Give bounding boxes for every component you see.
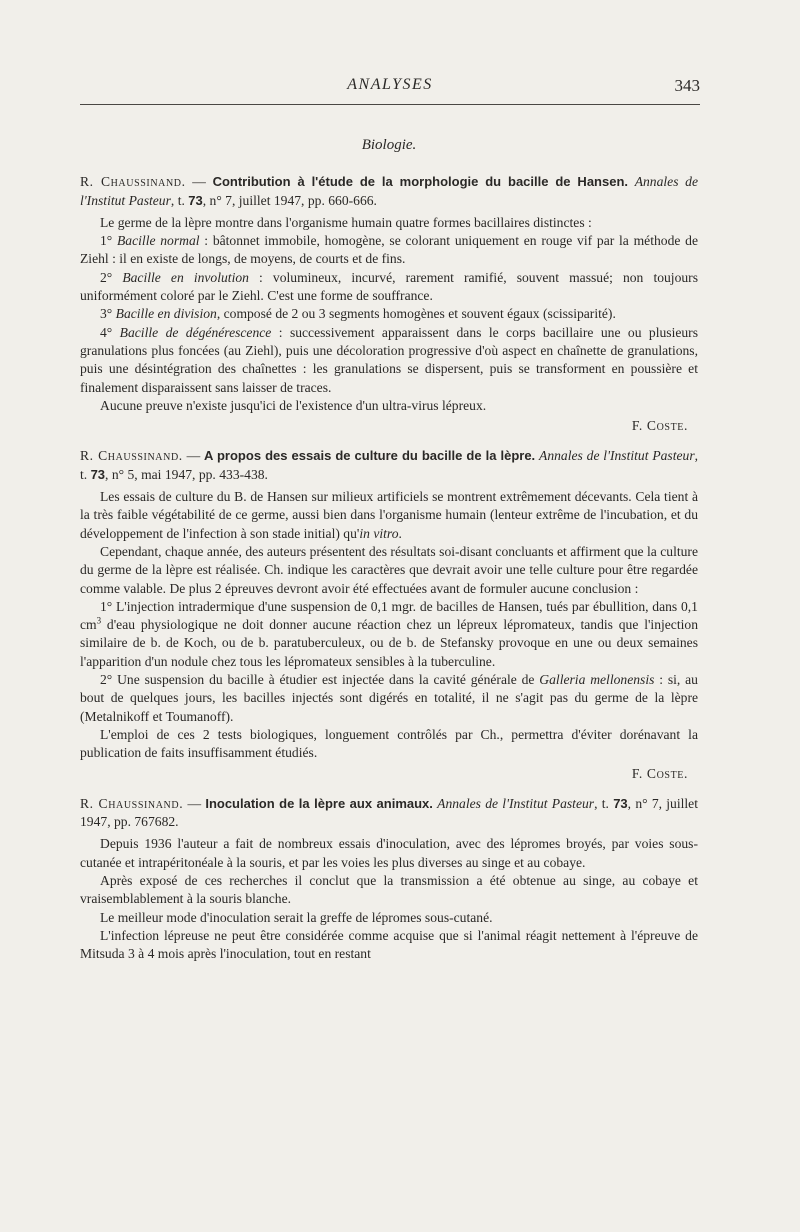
- superscript: 3: [96, 615, 102, 626]
- text: Une suspension du bacille à étudier est injectée dans la cavité générale de: [117, 672, 540, 688]
- text: , composé de 2 ou 3 segments homogènes et souvent égaux (scissiparité).: [216, 306, 616, 322]
- text: Cependant, chaque année, des auteurs présentent des résultats soi-disant concluants et affirment que la culture du germe de la lèpre est réalisée. Ch. indique les caractères que devrait avoir une telle culture pour être regardée comme valable. De plus 2 épreuves devront avoir été effectuées avant de formuler aucune conclusion :: [80, 543, 698, 596]
- volume: 73: [613, 795, 628, 811]
- paragraph: [80, 232, 698, 269]
- text: Aucune preuve n'existe jusqu'ici de l'existence d'un ultra-virus lépreux.: [100, 397, 487, 413]
- article-body: [80, 136, 698, 975]
- paragraph: [80, 927, 698, 964]
- lead: 2°: [100, 672, 118, 688]
- paragraph: [80, 726, 698, 763]
- header-rule: [80, 104, 700, 105]
- journal: Annales de l'Institut Pasteur: [437, 795, 595, 811]
- lead: 2°: [100, 269, 123, 285]
- review-entry: [80, 795, 698, 964]
- dash: —: [183, 795, 206, 811]
- text: Le meilleur mode d'inoculation serait la greffe de lépromes sous-cutané.: [100, 909, 493, 925]
- dash: —: [182, 448, 205, 464]
- ref-pre: , t.: [594, 795, 614, 811]
- paragraph: [80, 909, 698, 927]
- ref-post: , n° 7, juillet 1947, pp. 767682.: [80, 795, 698, 830]
- ref-pre: , t.: [80, 448, 699, 482]
- paragraph: [80, 835, 698, 872]
- paragraph: [80, 488, 698, 543]
- italic-term: Bacille en involution: [122, 269, 249, 285]
- ref-pre: , t.: [170, 192, 189, 208]
- article-title: Inoculation de la lèpre aux animaux.: [205, 795, 433, 811]
- text: Depuis 1936 l'auteur a fait de nombreux essais d'inoculation, avec des lépromes broyés, par voies sous-cutanée et intrapéritonéale à la souris, et par les voies les plus diverses au singe et au cobaye.: [80, 836, 698, 870]
- text: L'injection intradermique d'une suspension de 0,1 mgr. de bacilles de Hansen, tués par ébullition, dans 0,1 cm: [80, 598, 698, 633]
- ref-post: , n° 7, juillet 1947, pp. 660-666.: [202, 192, 377, 208]
- lead: 1°: [100, 598, 116, 614]
- text: : successivement apparaissent dans le corps bacillaire une ou plusieurs granulations plus foncées (au Ziehl), puis une décoloration progressive d'où aspect en chaînette de granulations, puis une désintégration des chaînettes : les granulations se dispersent, puis se transforment en poussière et finalement disparaissent sans laisser de traces.: [80, 324, 698, 395]
- running-title: ANALYSES: [347, 76, 433, 93]
- text: L'emploi de ces 2 tests biologiques, longuement contrôlés par Ch., permettra d'éviter dorénavant la publication de faits insuffisamment étudiés.: [80, 726, 698, 761]
- text: L'infection lépreuse ne peut être considérée comme acquise que si l'animal réagit nettement à l'épreuve de Mitsuda 3 à 4 mois après l'inoculation, tout en restant: [80, 927, 698, 962]
- section-title: Biologie.: [361, 137, 417, 153]
- italic-term: Galleria mellonensis: [539, 672, 655, 688]
- citation: [80, 173, 698, 210]
- volume: 73: [188, 192, 203, 208]
- author: R. Chaussinand.: [80, 448, 183, 464]
- article-title: A propos des essais de culture du bacille de la lèpre.: [204, 448, 536, 464]
- text: Le germe de la lèpre montre dans l'organisme humain quatre formes bacillaires distinctes :: [100, 214, 592, 230]
- lead: 1°: [100, 233, 117, 249]
- paragraph: [80, 305, 698, 323]
- review-entry: [80, 447, 698, 782]
- paragraph: [80, 324, 698, 397]
- volume: 73: [90, 466, 106, 482]
- paragraph: [80, 598, 698, 671]
- text: Les essais de culture du B. de Hansen sur milieux artificiels se montrent extrêmement décevants. Cela tient à la très faible végétabilité de ce germe, aussi bien dans l'organisme humain (lenteur extrême de l'incubation, et du développement de l'infection à son stade initial) qu': [80, 489, 698, 541]
- page-header: [80, 76, 700, 102]
- paragraph: [80, 269, 698, 306]
- author: R. Chaussinand.: [80, 174, 186, 190]
- paragraph: [80, 214, 698, 232]
- review-entry: [80, 173, 698, 435]
- author: R. Chaussinand.: [80, 795, 184, 811]
- italic-term: Bacille de dégénérescence: [119, 324, 272, 340]
- text: : bâtonnet immobile, homogène, se colorant uniquement en rouge vif par la méthode de Ziehl : il en existe de longs, de moyens, de courts et de fins.: [80, 233, 698, 267]
- lead: 4°: [100, 324, 120, 340]
- signature: F. Coste.: [631, 418, 688, 434]
- italic-term: Bacille normal: [117, 233, 200, 249]
- journal: Annales de l'Institut Pasteur: [539, 448, 695, 464]
- text: Après exposé de ces recherches il conclut que la transmission a été obtenue au singe, au cobaye et vraisemblablement à la souris blanche.: [80, 872, 698, 907]
- dash: —: [185, 174, 213, 190]
- journal: Annales de l'Institut Pasteur: [80, 174, 699, 208]
- text-tail: : si, au bout de quelques jours, les bacilles injectés sont digérés en totalité, il ne s'agit pas du germe de la lèpre (Metalnikoff et Toumanoff).: [80, 672, 698, 724]
- paragraph: [80, 397, 698, 415]
- text-tail: d'eau physiologique ne doit donner aucune réaction chez un lépreux lépromateux, tandis que l'injection similaire de b. de Koch, ou de b. paratuberculeux, ou de b. de Stefansky provoque en une ou deux semaines l'apparition d'un nodule chez tous les lépromateux sensibles à la tuberculine.: [80, 617, 698, 669]
- citation: [80, 795, 698, 832]
- paragraph: [80, 671, 698, 726]
- lead: 3°: [100, 306, 116, 322]
- signature: F. Coste.: [631, 765, 688, 781]
- italic-term: Bacille en division: [115, 306, 217, 322]
- page-number: 343: [674, 76, 700, 95]
- text: : volumineux, incurvé, rarement ramifié, souvent massué; non toujours uniformément coloré par le Ziehl. C'est une forme de souffrance.: [80, 269, 698, 304]
- paragraph: [80, 872, 698, 909]
- citation: [80, 447, 698, 484]
- italic-term: in vitro: [359, 525, 399, 541]
- paragraph: [80, 543, 698, 598]
- article-title: Contribution à l'étude de la morphologie du bacille de Hansen.: [212, 174, 629, 190]
- ref-post: , n° 5, mai 1947, pp. 433-438.: [105, 466, 268, 482]
- text-tail: .: [398, 525, 402, 541]
